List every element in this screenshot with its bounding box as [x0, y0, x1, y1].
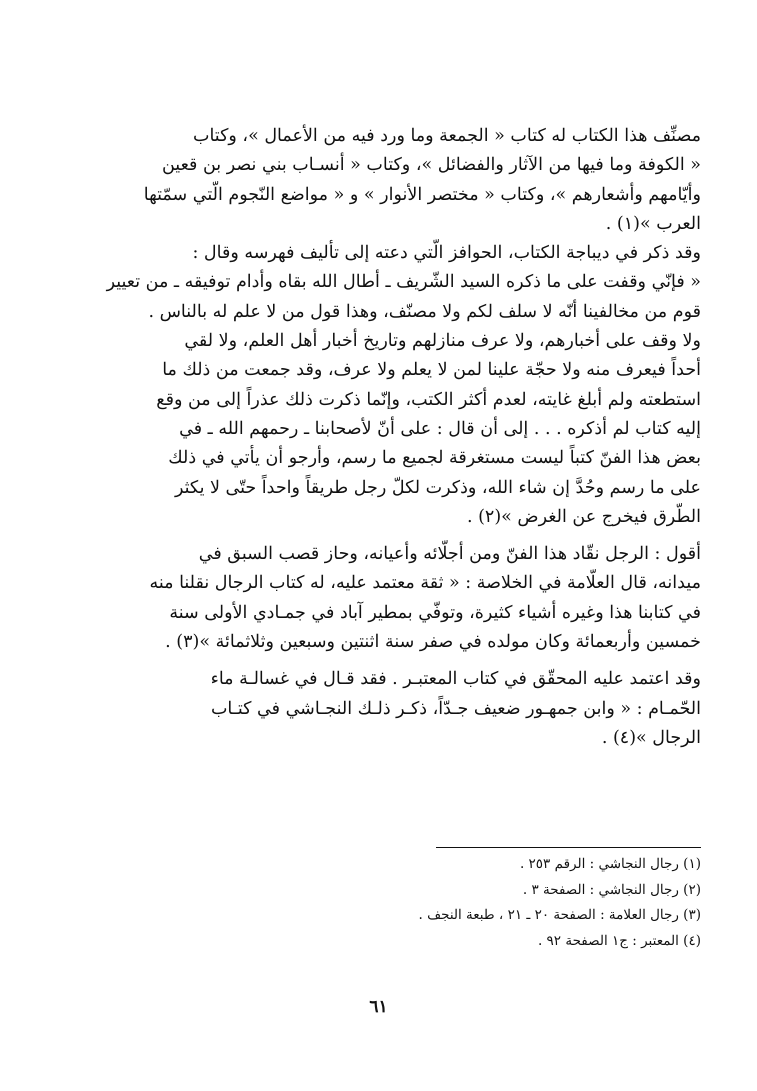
- paragraph-3: [95, 540, 701, 657]
- text-line: خمسين وأربعمائة وكان مولده في صفر سنة اثنتين وسبعين وثلاثمائة »(٣) .: [165, 632, 701, 653]
- text-line: الرجال »(٤) .: [601, 727, 701, 748]
- text-line: في كتابنا هذا وغيره أشياء كثيرة، وتوفّي بمطير آباد في جمـادي الأولى سنة: [169, 602, 701, 623]
- page-number: ٦١: [369, 997, 388, 1017]
- footnote-4: (٤) المعتبر : ج١ الصفحة ٩٢ .: [537, 932, 701, 949]
- text-line: « فإنّي وقفت على ما ذكره السيد الشّريف ـ أطال الله بقاه وأدام توفيقه ـ من تعيير: [106, 272, 701, 293]
- text-line: قوم من مخالفينا أنّه لا سلف لكم ولا مصنّف، وهذا قول من لا علم له بالناس .: [148, 301, 701, 322]
- footnote-separator: [436, 847, 701, 848]
- text-line: العرب »(١) .: [605, 213, 701, 234]
- text-line: استطعته ولم أبلغ غايته، لعدم أكثر الكتب، وإنّما ذكرت ذلك عذراً إلى من وقع: [156, 389, 701, 410]
- text-line: على ما رسم وحُدَّ إن شاء الله، وذكرت لكلّ رجل طريقاً واحداً حتّى لا يكثر: [174, 477, 701, 498]
- paragraph-1: [95, 122, 701, 239]
- footnotes: [281, 852, 701, 954]
- text-line: الطُّرق فيخرج عن الغرض »(٢) .: [466, 506, 701, 527]
- text-line: وأيّامهم وأشعارهم »، وكتاب « مختصر الأنوار » و « مواضع النّجوم الّتي سمّتها: [143, 184, 701, 205]
- footnote-1: (١) رجال النجاشي : الرقم ٢٥٣ .: [519, 856, 701, 872]
- text-line: وقد ذكر في ديباجة الكتاب، الحوافز الّتي دعته إلى تأليف فهرسه وقال :: [192, 243, 701, 264]
- text-line: إليه كتاب لم أذكره . . . إلى أن قال : على أنّ لأصحابنا ـ رحمهم الله ـ في: [179, 418, 701, 439]
- footnote-2: (٢) رجال النجاشي : الصفحة ٣ .: [522, 881, 701, 898]
- paragraph-4: [95, 665, 701, 753]
- paragraph-2: [95, 239, 701, 532]
- footnote-3: (٣) رجال العلامة : الصفحة ٢٠ ـ ٢١ ، طبعة النجف .: [418, 907, 701, 923]
- text-line: « الكوفة وما فيها من الآثار والفضائل »، وكتاب « أنسـاب بني نصر بن قعين: [161, 155, 701, 176]
- main-text: [95, 122, 701, 753]
- text-line: بعض هذا الفنّ كتباً ليست مستغرقة لجميع ما رسم، وأرجو أن يأتي في ذلك: [168, 448, 701, 469]
- text-line: مصنِّف هذا الكتاب له كتاب « الجمعة وما ورد فيه من الأعمال »، وكتاب: [192, 126, 701, 146]
- text-line: ميدانه، قال العلّامة في الخلاصة : « ثقة معتمد عليه، له كتاب الرجال نقلنا منه: [149, 573, 701, 594]
- text-line: ولا وقف على أخبارهم، ولا عرف منازلهم وتاريخ أخبار أهل العلم، ولا لقي: [184, 331, 701, 352]
- text-line: وقد اعتمد عليه المحقّق في كتاب المعتبـر . فقد قـال في غسالـة ماء: [210, 669, 701, 690]
- text-line: أقول : الرجل نقّاد هذا الفنّ ومن أجلّائه وأعيانه، وحاز قصب السبق في: [198, 544, 701, 565]
- text-line: الحّمـام : « وابن جمهـور ضعيف جـدّاً، ذكـر ذلـك النجـاشي في كتـاب: [210, 698, 701, 719]
- text-line: أحداً فيعرف منه ولا حجّة علينا لمن لا يعلم ولا عرف، وقد جمعت من ذلك ما: [162, 360, 701, 381]
